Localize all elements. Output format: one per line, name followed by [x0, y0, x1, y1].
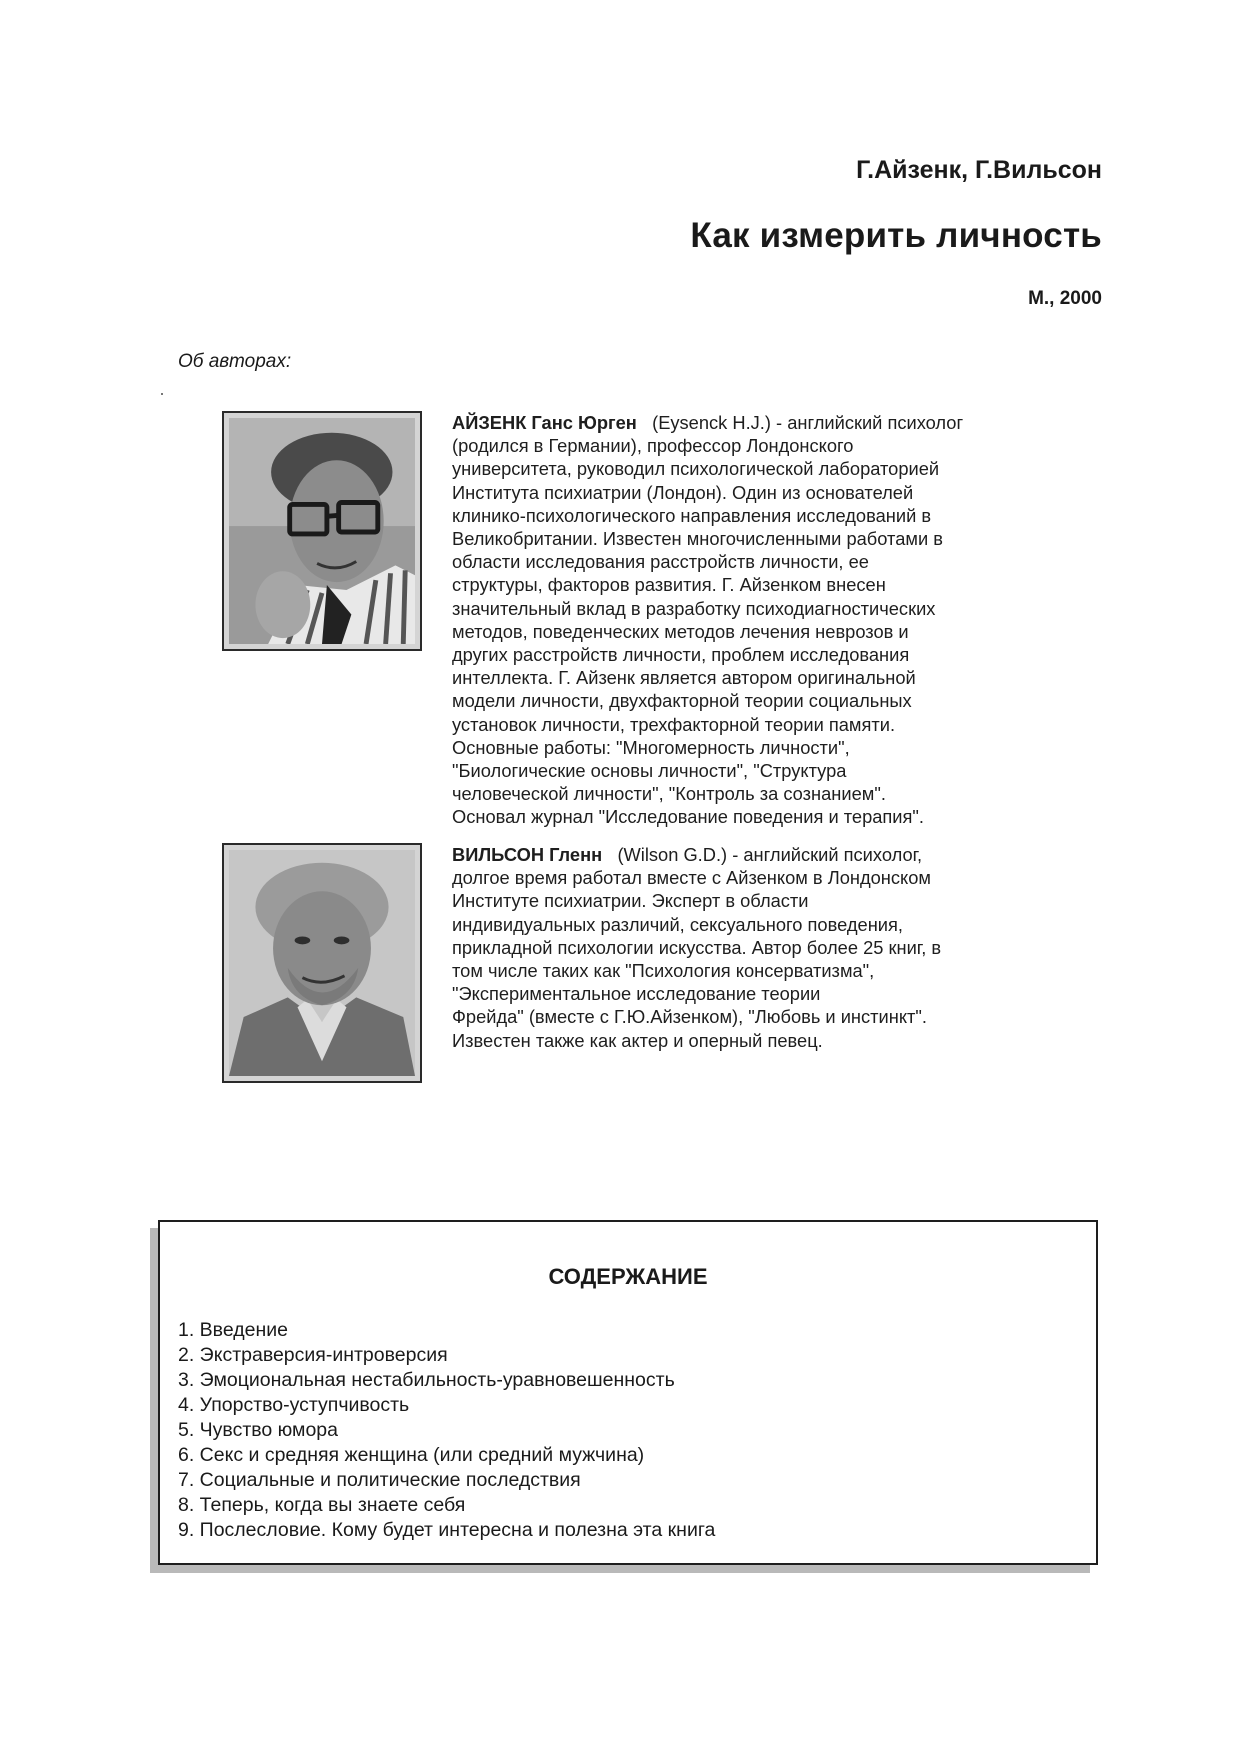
book-authors: Г.Айзенк, Г.Вильсон	[856, 156, 1102, 184]
bio-line: значительный вклад в разработку психодиагностических	[452, 597, 936, 619]
bio-line: структуры, факторов развития. Г. Айзенком внесен	[452, 574, 886, 596]
toc-item: 6. Секс и средняя женщина (или средний мужчина)	[178, 1444, 645, 1466]
bio-line: установок личности, трехфакторной теории памяти.	[452, 713, 896, 735]
scan-speck	[161, 393, 163, 395]
bio-line: клинико-психологического направления исследований в	[452, 504, 932, 526]
author-photo-eysenck	[222, 411, 422, 651]
portrait-eysenck-image	[229, 418, 415, 644]
bio-line: долгое время работал вместе с Айзенком в Лондонском	[452, 867, 931, 889]
author-photo-wilson	[222, 843, 422, 1083]
bio-line: других расстройств личности, проблем исследования	[452, 644, 910, 666]
bio-wilson	[452, 843, 1052, 1052]
bio-line: человеческой личности", "Контроль за сознанием".	[452, 783, 886, 805]
bio-line: области исследования расстройств личности, ее	[452, 551, 869, 573]
portrait-wilson-image	[229, 850, 415, 1076]
bio-line: Великобритании. Известен многочисленными работами в	[452, 528, 943, 550]
bio-line: том числе таких как "Психология консерватизма",	[452, 960, 875, 982]
bio-line: Института психиатрии (Лондон). Один из основателей	[452, 481, 914, 503]
toc-item: 4. Упорство-уступчивость	[178, 1394, 410, 1416]
toc-list	[178, 1318, 715, 1543]
bio-line: индивидуальных различий, сексуального поведения,	[452, 913, 903, 935]
toc-item: 5. Чувство юмора	[178, 1419, 338, 1441]
bio-line: Основные работы: "Многомерность личности",	[452, 736, 850, 758]
toc-item: 3. Эмоциональная нестабильность-уравновешенность	[178, 1369, 675, 1391]
bio-line: методов, поведенческих методов лечения неврозов и	[452, 620, 909, 642]
publication-info: М., 2000	[1028, 288, 1102, 309]
book-title: Как измерить личность	[690, 216, 1102, 255]
bio-line: Фрейда" (вместе с Г.Ю.Айзенком), "Любовь и инстинкт".	[452, 1006, 927, 1028]
bio-line: модели личности, двухфакторной теории социальных	[452, 690, 912, 712]
bio-eysenck	[452, 411, 1052, 829]
table-of-contents	[158, 1220, 1098, 1565]
bio-line: (родился в Германии), профессор Лондонского	[452, 435, 854, 457]
bio-line: "Биологические основы личности", "Структура	[452, 760, 847, 782]
author-name: ВИЛЬСОН Гленн	[452, 844, 603, 865]
about-authors-label: Об авторах:	[178, 351, 292, 372]
bio-line: Известен также как актер и оперный певец.	[452, 1029, 823, 1051]
bio-line: прикладной психологии искусства. Автор более 25 книг, в	[452, 936, 942, 958]
toc-item: 7. Социальные и политические последствия	[178, 1469, 581, 1491]
toc-title: СОДЕРЖАНИЕ	[548, 1264, 708, 1289]
toc-item: 8. Теперь, когда вы знаете себя	[178, 1494, 466, 1516]
bio-first-line: АЙЗЕНК Ганс Юрген (Eysenck H.J.) - английский психолог	[452, 412, 964, 433]
toc-item: 9. Послесловие. Кому будет интересна и полезна эта книга	[178, 1519, 716, 1541]
bio-line: "Экспериментальное исследование теории	[452, 983, 821, 1005]
toc-item: 2. Экстраверсия-интроверсия	[178, 1344, 448, 1366]
bio-line: университета, руководил психологической лабораторией	[452, 458, 940, 480]
bio-first-line: ВИЛЬСОН Гленн (Wilson G.D.) - английский психолог,	[452, 844, 923, 865]
toc-item: 1. Введение	[178, 1319, 288, 1341]
bio-line: интеллекта. Г. Айзенк является автором оригинальной	[452, 667, 916, 689]
bio-line: Основал журнал "Исследование поведения и терапия".	[452, 806, 924, 828]
author-name: АЙЗЕНК Ганс Юрген	[452, 412, 637, 433]
bio-line: Институте психиатрии. Эксперт в области	[452, 890, 809, 912]
